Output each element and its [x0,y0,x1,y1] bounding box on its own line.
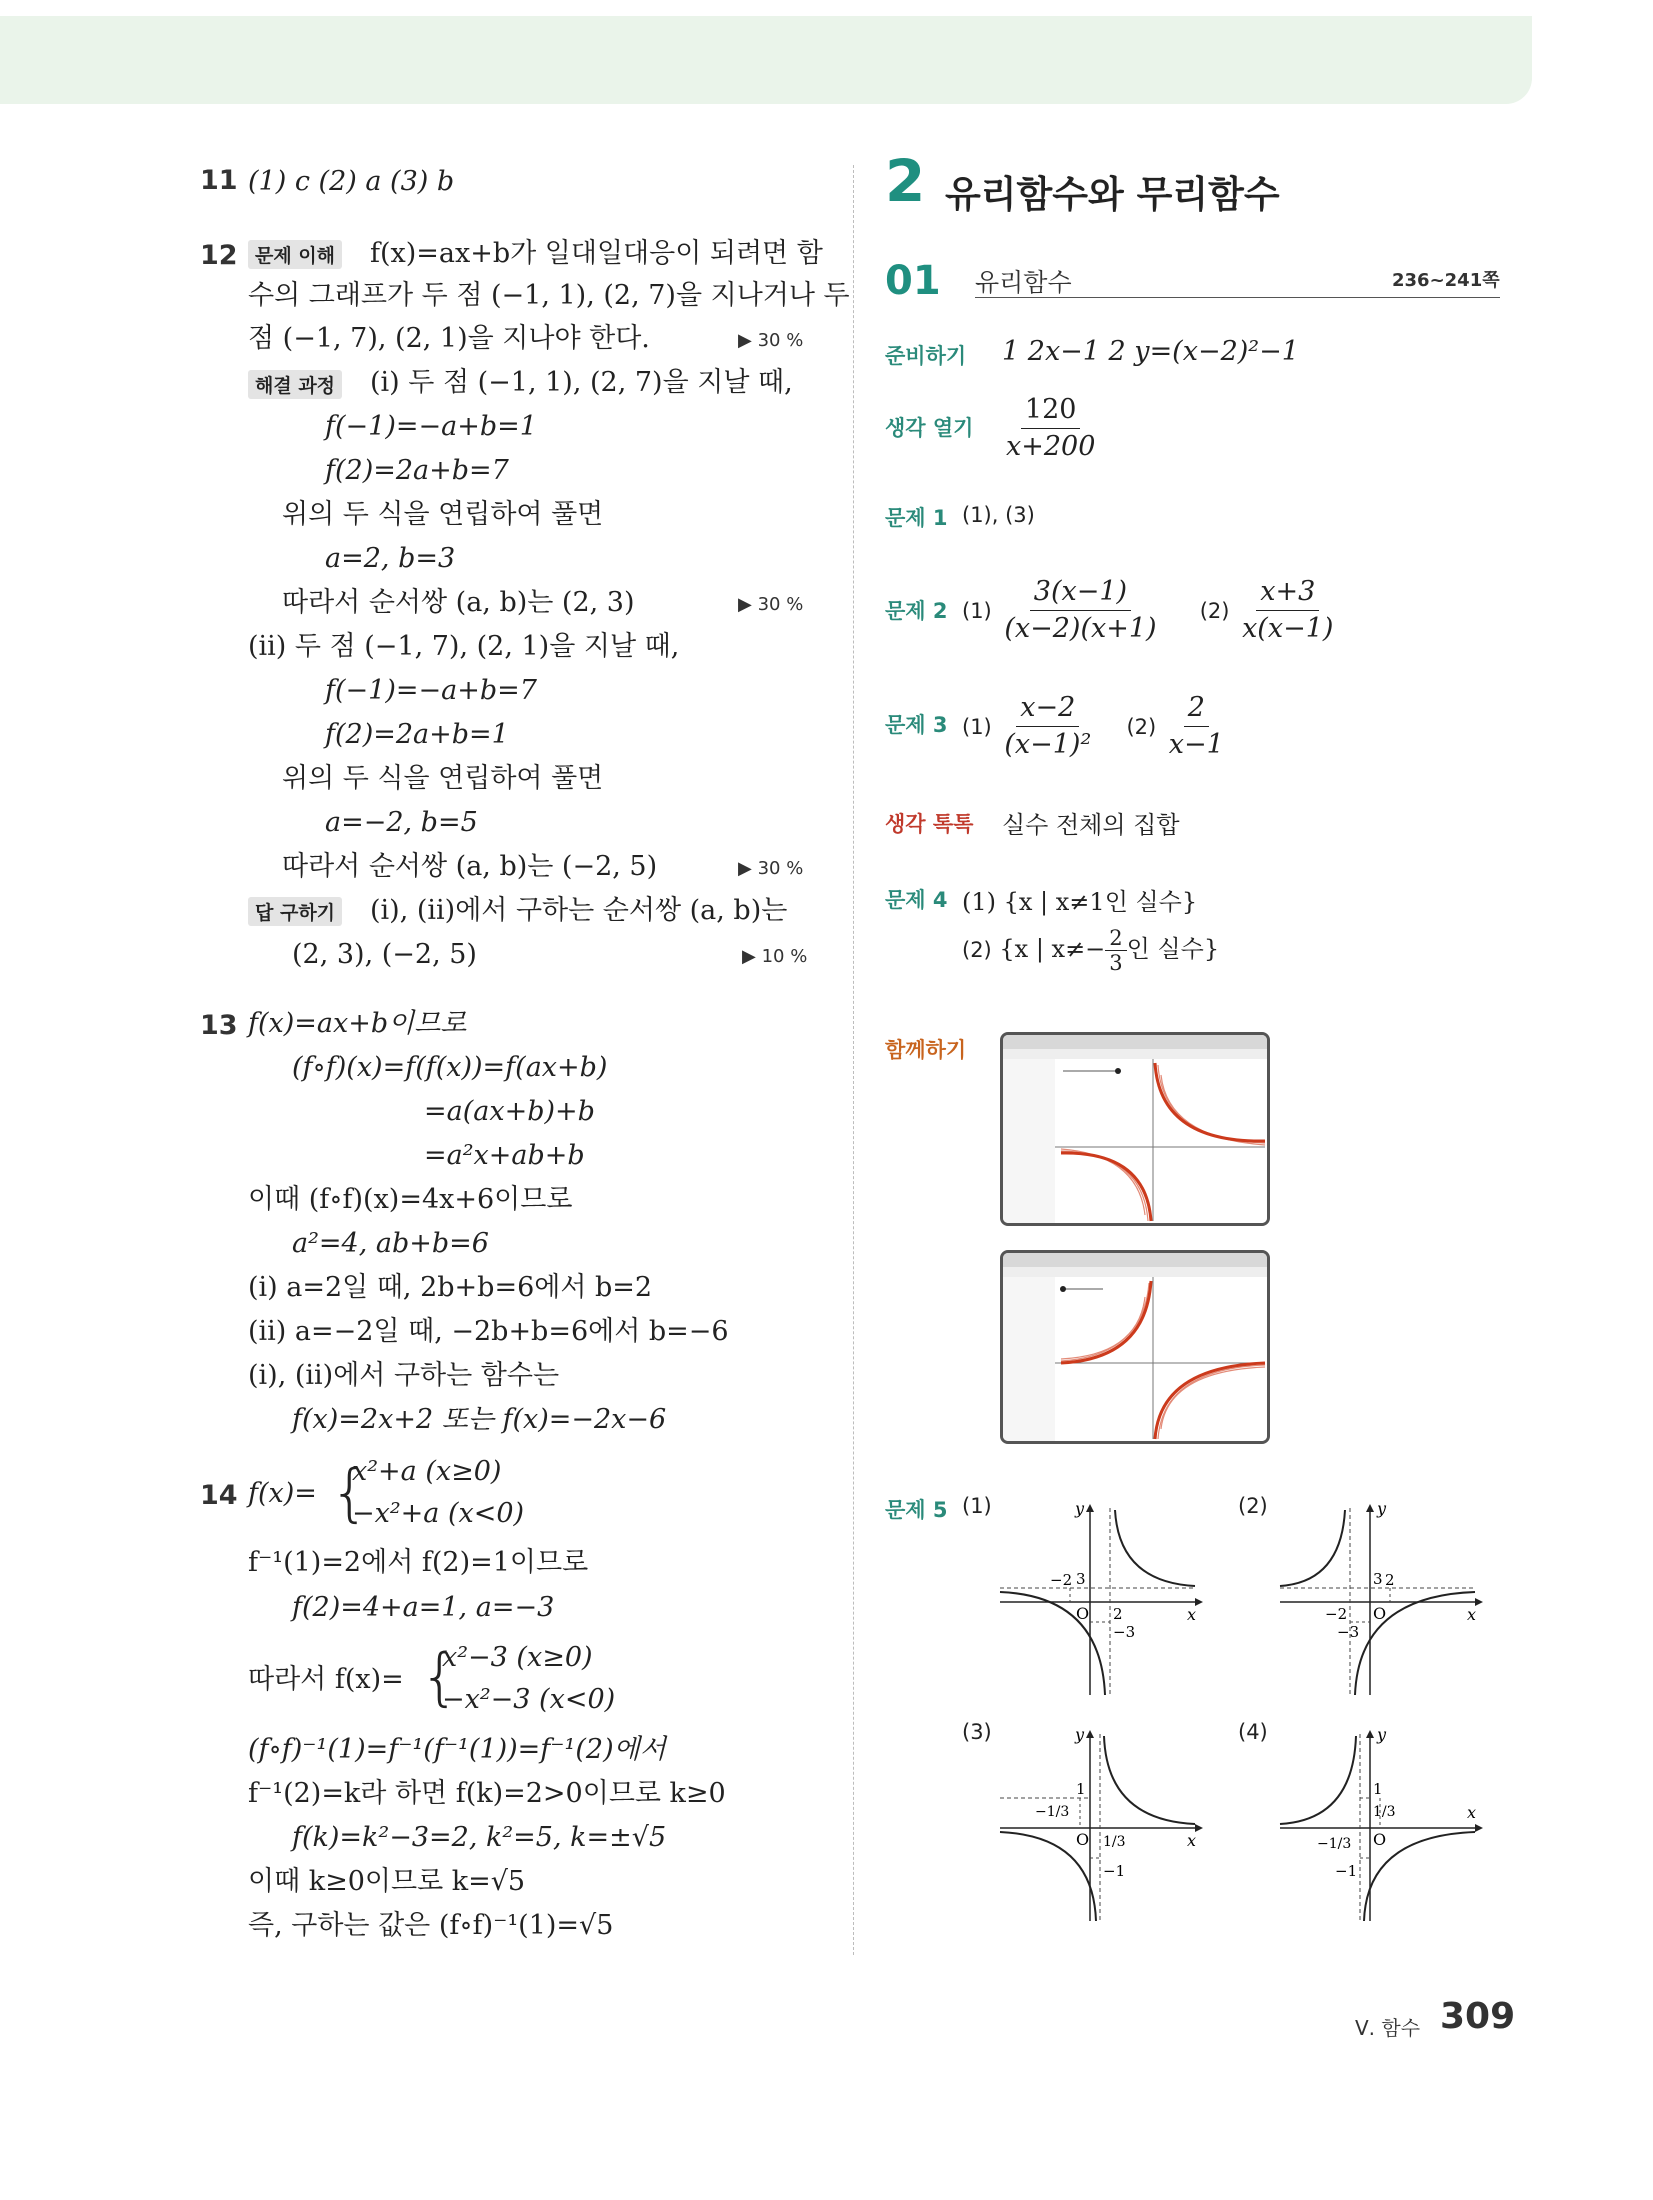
p13-line-2: (f∘f)(x)=f(f(x))=f(ax+b) [292,1052,608,1083]
question-5-label: 문제 5 [885,1498,948,1522]
tick-label: −3 [1113,1623,1136,1641]
tick-label: −1 [1103,1862,1126,1880]
p12-line-13: 위의 두 식을 연립하여 풀면 [282,763,604,794]
score-30-percent: ▶ 30 % [738,594,804,615]
tick-label: −2 [1050,1571,1073,1589]
section-number: 01 [885,258,941,304]
p12-line-15: 따라서 순서쌍 (a, b)는 (−2, 5) [282,851,658,882]
tag-understanding: 문제 이해 [248,240,342,269]
tick-label: 1 [1373,1780,1383,1798]
question-3-label: 문제 3 [885,713,948,737]
part-label: (2) [1126,715,1157,739]
graph-1-part: (1) [962,1494,992,1518]
p12-line-3: 점 (−1, 7), (2, 1)을 지나야 한다. [248,323,650,354]
p14-line-6: f(k)=k²−3=2, k²=5, k=±√5 [292,1822,667,1853]
tick-label: −1/3 [1317,1836,1352,1852]
tick-label: −3 [1337,1623,1360,1641]
prep-label: 준비하기 [885,344,967,368]
p12-line-11: f(−1)=−a+b=7 [325,675,537,706]
tick-label: 2 [1113,1605,1123,1623]
problem-13-number: 13 [200,1010,238,1041]
brace: { [420,1640,460,1713]
tag-find-answer: 답 구하기 [248,897,342,926]
part-label: (2) [962,938,992,962]
question-3-answer [962,690,1228,763]
y-axis-label: y [1075,1500,1085,1518]
p12-line-1: f(x)=ax+b가 일대일대응이 되려면 함 [370,238,823,269]
question-4-label: 문제 4 [885,888,948,912]
thinking-talk-label: 생각 톡톡 [885,812,974,836]
section-title: 유리함수 [975,268,1072,297]
numerator: 2 [1105,926,1126,951]
p14-fx: f(x)= [248,1478,317,1509]
p13-line-5: 이때 (f∘f)(x)=4x+6이므로 [248,1184,573,1215]
graph-3 [995,1726,1205,1926]
p14-line-2: f(2)=4+a=1, a=−3 [292,1592,555,1623]
tick-label: 3 [1076,1570,1086,1588]
numerator: 120 [1021,392,1081,429]
column-divider [853,165,854,1955]
y-axis-label: y [1377,1500,1387,1518]
brace: { [330,1456,370,1529]
p12-line-16: (ⅰ), (ⅱ)에서 구하는 순서쌍 (a, b)는 [370,895,788,926]
graph-3-part: (3) [962,1720,992,1744]
tick-label: 1/3 [1103,1834,1126,1850]
set-left: {x | x≠− [999,935,1106,963]
p13-line-1: f(x)=ax+b이므로 [248,1008,467,1039]
p14-line-4: (f∘f)⁻¹(1)=f⁻¹(f⁻¹(1))=f⁻¹(2)에서 [248,1734,666,1765]
p13-line-6: a²=4, ab+b=6 [292,1228,489,1259]
tick-label: −1 [1335,1862,1358,1880]
p13-line-9: (ⅰ), (ⅱ)에서 구하는 함수는 [248,1360,560,1391]
problem-12-number: 12 [200,240,238,271]
question-2-answer [962,574,1337,647]
tick-label: −1/3 [1035,1804,1070,1820]
denominator: (x−2)(x+1) [1004,613,1157,644]
numerator: x−2 [1016,690,1079,727]
tick-label: 1/3 [1373,1804,1396,1820]
graph-image [1003,1035,1267,1223]
x-axis-label: x [1467,1803,1477,1822]
x-axis-label: x [1187,1605,1197,1624]
p14-case-2: −x²+a (x<0) [352,1498,525,1529]
p12-line-7: 위의 두 식을 연립하여 풀면 [282,499,604,530]
p12-line-8: a=2, b=3 [325,543,456,574]
denominator: x+200 [1006,431,1096,462]
p13-line-3: =a(ax+b)+b [424,1096,595,1127]
p14-line-7: 이때 k≥0이므로 k=√5 [248,1866,526,1897]
question-4-part-2 [962,926,1219,975]
tick-label: 2 [1385,1571,1395,1589]
p12-line-9: 따라서 순서쌍 (a, b)는 (2, 3) [282,587,635,618]
page-range: 236~241쪽 [1392,270,1500,291]
p12-line-2: 수의 그래프가 두 점 (−1, 1), (2, 7)을 지나거나 두 [248,280,850,311]
tag-solution-process: 해결 과정 [248,370,342,399]
graph-1 [995,1500,1205,1700]
score-30-percent: ▶ 30 % [738,858,804,879]
origin-label: O [1373,1604,1387,1623]
p12-line-4: (ⅰ) 두 점 (−1, 1), (2, 7)을 지날 때, [370,367,793,398]
graph-image [1003,1253,1267,1441]
denominator: (x−1)² [1004,729,1092,760]
part-label: (2) [1199,599,1230,623]
numerator: x+3 [1256,574,1319,611]
question-4-part-1: (1) {x | x≠1인 실수} [962,888,1198,916]
denominator: 3 [1109,951,1123,975]
together-label: 함께하기 [885,1038,967,1062]
p13-line-10: f(x)=2x+2 또는 f(x)=−2x−6 [292,1404,667,1435]
think-label: 생각 열기 [885,416,974,440]
numerator: 2 [1184,690,1209,727]
p12-line-5: f(−1)=−a+b=1 [325,411,537,442]
p12-line-10: (ⅱ) 두 점 (−1, 7), (2, 1)을 지날 때, [248,631,680,662]
question-2-label: 문제 2 [885,599,948,623]
x-axis-label: x [1467,1605,1477,1624]
numerator: 3(x−1) [1030,574,1131,611]
thinking-talk-answer: 실수 전체의 집합 [1002,811,1180,839]
p14-line-5: f⁻¹(2)=k라 하면 f(k)=2>0이므로 k≥0 [248,1778,726,1809]
p14-line-3: 따라서 f(x)= [248,1664,404,1695]
p12-line-12: f(2)=2a+b=1 [325,719,509,750]
think-fraction [1002,392,1099,465]
chapter-number: 2 [885,147,926,215]
geogebra-screenshot-2 [1000,1250,1270,1444]
question-1-answer: (1), (3) [962,503,1035,527]
denominator: x−1 [1168,729,1224,760]
p12-line-14: a=−2, b=5 [325,807,478,838]
question-1-label: 문제 1 [885,506,948,530]
set-right: 인 실수} [1126,935,1220,963]
p12-line-6: f(2)=2a+b=7 [325,455,509,486]
footer-chapter: Ⅴ. 함수 [1355,2016,1421,2040]
y-axis-label: y [1377,1726,1387,1744]
tick-label: −2 [1325,1605,1348,1623]
tick-label: 3 [1373,1570,1383,1588]
chapter-title: 유리함수와 무리함수 [945,173,1280,216]
p13-line-8: (ⅱ) a=−2일 때, −2b+b=6에서 b=−6 [248,1316,729,1347]
p14-case-3: x²−3 (x≥0) [442,1642,593,1673]
p14-line-1: f⁻¹(1)=2에서 f(2)=1이므로 [248,1547,589,1578]
problem-14-number: 14 [200,1480,238,1511]
p14-case-4: −x²−3 (x<0) [442,1684,616,1715]
geogebra-screenshot-1 [1000,1032,1270,1226]
denominator: x(x−1) [1242,613,1334,644]
graph-2 [1275,1500,1485,1700]
part-label: (1) [962,599,992,623]
tick-label: 1 [1076,1780,1086,1798]
p12-line-17: (2, 3), (−2, 5) [292,939,477,970]
section-underline [975,297,1500,298]
y-axis-label: y [1075,1726,1085,1744]
page-number: 309 [1440,1996,1516,2037]
p14-line-8: 즉, 구하는 값은 (f∘f)⁻¹(1)=√5 [248,1910,614,1941]
problem-11-number: 11 [200,165,238,196]
origin-label: O [1373,1830,1387,1849]
p13-line-4: =a²x+ab+b [424,1140,585,1171]
score-10-percent: ▶ 10 % [742,946,808,967]
score-30-percent: ▶ 30 % [738,330,804,351]
graph-4 [1275,1726,1485,1926]
part-label: (1) [962,715,992,739]
x-axis-label: x [1187,1831,1197,1850]
origin-label: O [1076,1604,1090,1623]
origin-label: O [1076,1830,1090,1849]
p14-case-1: x²+a (x≥0) [352,1456,502,1487]
prep-answer: 1 2x−1 2 y=(x−2)²−1 [1002,336,1299,367]
problem-11-answer: (1) c (2) a (3) b [248,166,455,197]
p13-line-7: (ⅰ) a=2일 때, 2b+b=6에서 b=2 [248,1272,653,1303]
graph-4-part: (4) [1238,1720,1268,1744]
header-band [0,16,1532,104]
graph-2-part: (2) [1238,1494,1268,1518]
